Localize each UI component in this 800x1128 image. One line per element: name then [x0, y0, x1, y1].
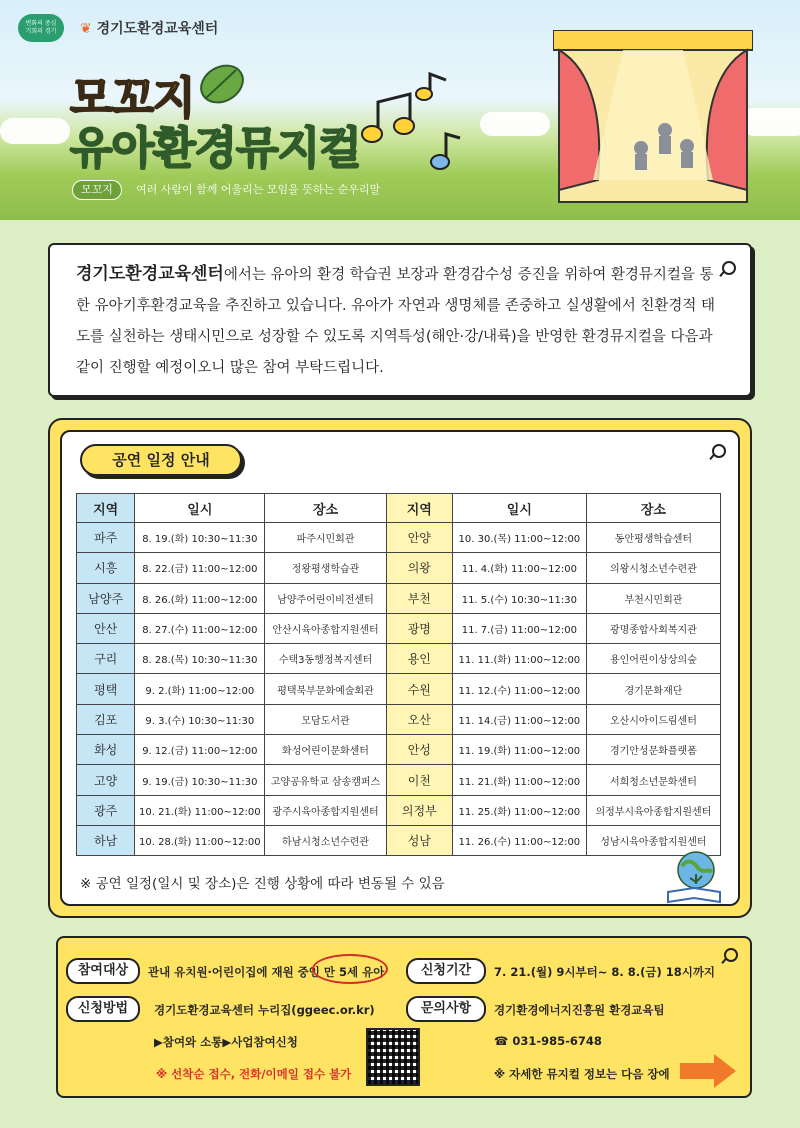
schedule-note: ※ 공연 일정(일시 및 장소)은 진행 상황에 따라 변동될 수 있음	[80, 876, 445, 892]
cell-datetime: 10. 30.(목) 11:00~12:00	[452, 523, 586, 553]
cell-region: 김포	[77, 704, 135, 734]
cell-venue: 의왕시청소년수련관	[586, 553, 720, 583]
intro-org: 경기도환경교육센터	[76, 264, 224, 284]
cell-datetime: 11. 12.(수) 11:00~12:00	[452, 674, 586, 704]
cell-venue: 안산시육아종합지원센터	[265, 613, 386, 643]
cell-region: 오산	[386, 704, 452, 734]
arrow-right-icon	[680, 1054, 738, 1088]
table-row	[77, 765, 721, 795]
intro-paragraph	[76, 259, 726, 384]
cell-datetime: 11. 4.(화) 11:00~12:00	[452, 553, 586, 583]
cell-datetime: 9. 2.(화) 11:00~12:00	[135, 674, 265, 704]
stage-curtain-icon	[553, 30, 753, 205]
header-venue: 장소	[586, 494, 720, 523]
table-header-row	[77, 494, 721, 523]
cell-venue: 광주시육아종합지원센터	[265, 795, 386, 825]
cell-datetime: 11. 19.(화) 11:00~12:00	[452, 735, 586, 765]
cell-region: 구리	[77, 644, 135, 674]
table-row	[77, 553, 721, 583]
cell-venue: 의정부시육아종합지원센터	[586, 795, 720, 825]
cell-venue: 하남시청소년수련관	[265, 825, 386, 855]
cell-region: 안성	[386, 735, 452, 765]
org-logo	[80, 18, 218, 38]
table-row	[77, 644, 721, 674]
cell-venue: 화성어린이문화센터	[265, 735, 386, 765]
cell-venue: 고양공유학교 삼송캠퍼스	[265, 765, 386, 795]
cell-venue: 서희청소년문화센터	[586, 765, 720, 795]
badge-line1: 변화의 중심	[25, 20, 57, 27]
cell-region: 광주	[77, 795, 135, 825]
cell-datetime: 11. 7.(금) 11:00~12:00	[452, 613, 586, 643]
highlight-circle	[312, 954, 388, 984]
cell-region: 안양	[386, 523, 452, 553]
tag-description: 여러 사람이 함께 어울리는 모임을 뜻하는 순우리말	[136, 183, 381, 196]
table-row	[77, 523, 721, 553]
cell-region: 파주	[77, 523, 135, 553]
period-label: 신청기간	[406, 958, 486, 984]
magnifier-icon	[722, 261, 736, 275]
target-value: 관내 유치원·어린이집에 재원 중인 만 5세 유아	[148, 965, 385, 979]
table-row	[77, 613, 721, 643]
contact-label: 문의사항	[406, 996, 486, 1022]
cell-venue: 오산시아이드림센터	[586, 704, 720, 734]
cell-region: 의정부	[386, 795, 452, 825]
cell-datetime: 11. 25.(화) 11:00~12:00	[452, 795, 586, 825]
method-label: 신청방법	[66, 996, 140, 1022]
cloud-decoration	[480, 112, 550, 136]
cell-datetime: 10. 21.(화) 11:00~12:00	[135, 795, 265, 825]
cell-region: 평택	[77, 674, 135, 704]
cell-region: 수원	[386, 674, 452, 704]
method-path: ▶참여와 소통▶사업참여신청	[154, 1035, 298, 1049]
cell-venue: 부천시민회관	[586, 583, 720, 613]
cell-datetime: 8. 22.(금) 11:00~12:00	[135, 553, 265, 583]
cell-datetime: 9. 3.(수) 10:30~11:30	[135, 704, 265, 734]
leaf-logo-icon: ❦	[80, 21, 97, 37]
cell-datetime: 11. 26.(수) 11:00~12:00	[452, 825, 586, 855]
cell-venue: 광명종합사회복지관	[586, 613, 720, 643]
cell-venue: 평택북부문화예술회관	[265, 674, 386, 704]
cell-datetime: 8. 28.(목) 10:30~11:30	[135, 644, 265, 674]
cell-venue: 성남시육아종합지원센터	[586, 825, 720, 855]
cell-venue: 파주시민회관	[265, 523, 386, 553]
earth-book-icon	[664, 848, 724, 906]
cell-venue: 정왕평생학습관	[265, 553, 386, 583]
intro-box	[48, 243, 752, 397]
contact-phone: ☎ 031-985-6748	[494, 1034, 602, 1048]
cell-datetime: 10. 28.(화) 11:00~12:00	[135, 825, 265, 855]
cell-datetime: 11. 11.(화) 11:00~12:00	[452, 644, 586, 674]
gyeonggi-badge	[18, 14, 64, 42]
cell-region: 부천	[386, 583, 452, 613]
cell-region: 의왕	[386, 553, 452, 583]
table-row	[77, 704, 721, 734]
cell-datetime: 9. 19.(금) 10:30~11:30	[135, 765, 265, 795]
badge-line2: 기회의 경기	[25, 28, 57, 35]
cell-region: 남양주	[77, 583, 135, 613]
cell-venue: 경기안성문화플랫폼	[586, 735, 720, 765]
tag-label: 모꼬지	[72, 180, 122, 200]
cell-region: 안산	[77, 613, 135, 643]
cell-datetime: 11. 14.(금) 11:00~12:00	[452, 704, 586, 734]
title-line1: 모꼬지	[70, 73, 195, 124]
schedule-title: 공연 일정 안내	[80, 444, 242, 476]
cell-datetime: 11. 21.(화) 11:00~12:00	[452, 765, 586, 795]
method-warning: ※ 선착순 접수, 전화/이메일 접수 불가	[156, 1067, 352, 1081]
period-value: 7. 21.(월) 9시부터~ 8. 8.(금) 18시까지	[494, 965, 716, 979]
qr-code[interactable]	[366, 1028, 420, 1086]
cell-region: 용인	[386, 644, 452, 674]
table-row	[77, 825, 721, 855]
cell-datetime: 11. 5.(수) 10:30~11:30	[452, 583, 586, 613]
header-datetime: 일시	[452, 494, 586, 523]
cloud-decoration	[0, 118, 70, 144]
target-label: 참여대상	[66, 958, 140, 984]
cell-region: 화성	[77, 735, 135, 765]
title-line2: 유아환경뮤지컬	[70, 123, 361, 174]
table-row	[77, 583, 721, 613]
cell-region: 고양	[77, 765, 135, 795]
org-logo-text: 경기도환경교육센터	[96, 21, 219, 37]
schedule-table	[76, 493, 721, 856]
cell-venue: 남양주어린이비전센터	[265, 583, 386, 613]
header-venue: 장소	[265, 494, 386, 523]
cell-venue: 경기문화재단	[586, 674, 720, 704]
cell-venue: 용인어린이상상의숲	[586, 644, 720, 674]
cell-region: 시흥	[77, 553, 135, 583]
more-info-note: ※ 자세한 뮤지컬 정보는 다음 장에	[494, 1067, 670, 1081]
cell-venue: 수택3동행정복지센터	[265, 644, 386, 674]
table-row	[77, 735, 721, 765]
cell-region: 하남	[77, 825, 135, 855]
music-notes-icon	[360, 72, 470, 182]
cell-datetime: 8. 19.(화) 10:30~11:30	[135, 523, 265, 553]
magnifier-icon	[712, 444, 726, 458]
method-value: 경기도환경교육센터 누리집(ggeec.or.kr)	[154, 1003, 375, 1017]
cell-region: 성남	[386, 825, 452, 855]
schedule-table-body	[77, 523, 721, 856]
header-region: 지역	[386, 494, 452, 523]
cell-venue: 동안평생학습센터	[586, 523, 720, 553]
header-region: 지역	[77, 494, 135, 523]
cell-datetime: 9. 12.(금) 11:00~12:00	[135, 735, 265, 765]
leaf-icon	[196, 58, 248, 110]
cell-venue: 모담도서관	[265, 704, 386, 734]
cell-region: 광명	[386, 613, 452, 643]
table-row	[77, 795, 721, 825]
intro-text: 에서는 유아의 환경 학습권 보장과 환경감수성 증진을 위하여 환경뮤지컬을 통한 유아기후환경교육을 추진하고 있습니다. 유아가 자연과 생명체를 존중하고 실생활에서 친환경적 태도를 실천하는 생태시민으로 성장할 수 있도록 지역특성(해안·강/내륙)을 반영한 환경뮤지컬을 다음과 같이 진행할 예정이오니 많은 참여 부탁드립니다.	[76, 267, 715, 376]
table-row	[77, 674, 721, 704]
contact-value: 경기환경에너지진흥원 환경교육팀	[494, 1003, 665, 1017]
cell-region: 이천	[386, 765, 452, 795]
header-datetime: 일시	[135, 494, 265, 523]
cell-datetime: 8. 26.(화) 11:00~12:00	[135, 583, 265, 613]
magnifier-icon	[724, 948, 738, 962]
cell-datetime: 8. 27.(수) 11:00~12:00	[135, 613, 265, 643]
